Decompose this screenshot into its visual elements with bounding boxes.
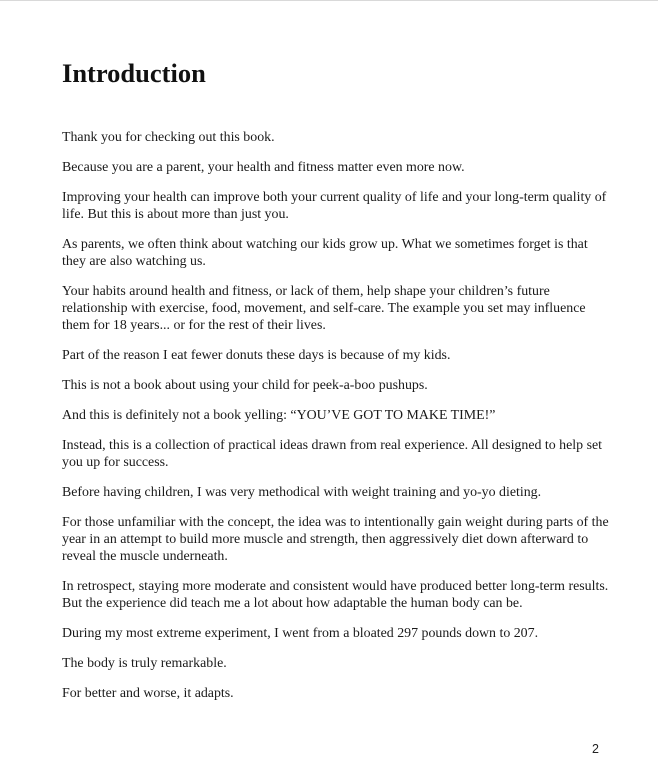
paragraph: Because you are a parent, your health and fitness matter even more now. [62,160,465,175]
paragraph: Part of the reason I eat fewer donuts these days is because of my kids. [62,348,451,363]
paragraph: Improving your health can improve both your current quality of life and your long-term quality of life. But this is about more than just you. [62,190,607,222]
paragraph: Thank you for checking out this book. [62,130,275,145]
paragraph: For those unfamiliar with the concept, the idea was to intentionally gain weight during parts of the year in an attempt to build more muscle and strength, then aggressively diet down afterward to reveal the muscle underneath. [62,515,609,564]
chapter-body [62,129,610,702]
paragraph: In retrospect, staying more moderate and consistent would have produced better long-term results. But the experience did teach me a lot about how adaptable the human body can be. [62,579,609,611]
paragraph: Instead, this is a collection of practical ideas drawn from real experience. All designed to help set you up for success. [62,438,602,470]
page-number: 2 [592,742,599,756]
paragraph: Before having children, I was very methodical with weight training and yo-yo dieting. [62,485,542,500]
paragraph: The body is truly remarkable. [62,656,227,671]
paragraph: Your habits around health and fitness, or lack of them, help shape your children’s future relationship with exercise, food, movement, and self-care. The example you set may influence them for 18 years... or for the rest of their lives. [62,284,586,333]
paragraph: This is not a book about using your child for peek-a-boo pushups. [62,378,428,393]
paragraph: And this is definitely not a book yelling: “YOU’VE GOT TO MAKE TIME!” [62,408,496,423]
document-page [62,55,610,715]
paragraph: For better and worse, it adapts. [62,686,234,701]
paragraph: During my most extreme experiment, I went from a bloated 297 pounds down to 207. [62,626,539,641]
page-top-border [0,0,658,1]
chapter-title: Introduction [62,58,206,88]
paragraph: As parents, we often think about watching our kids grow up. What we sometimes forget is that they are also watching us. [62,237,588,269]
